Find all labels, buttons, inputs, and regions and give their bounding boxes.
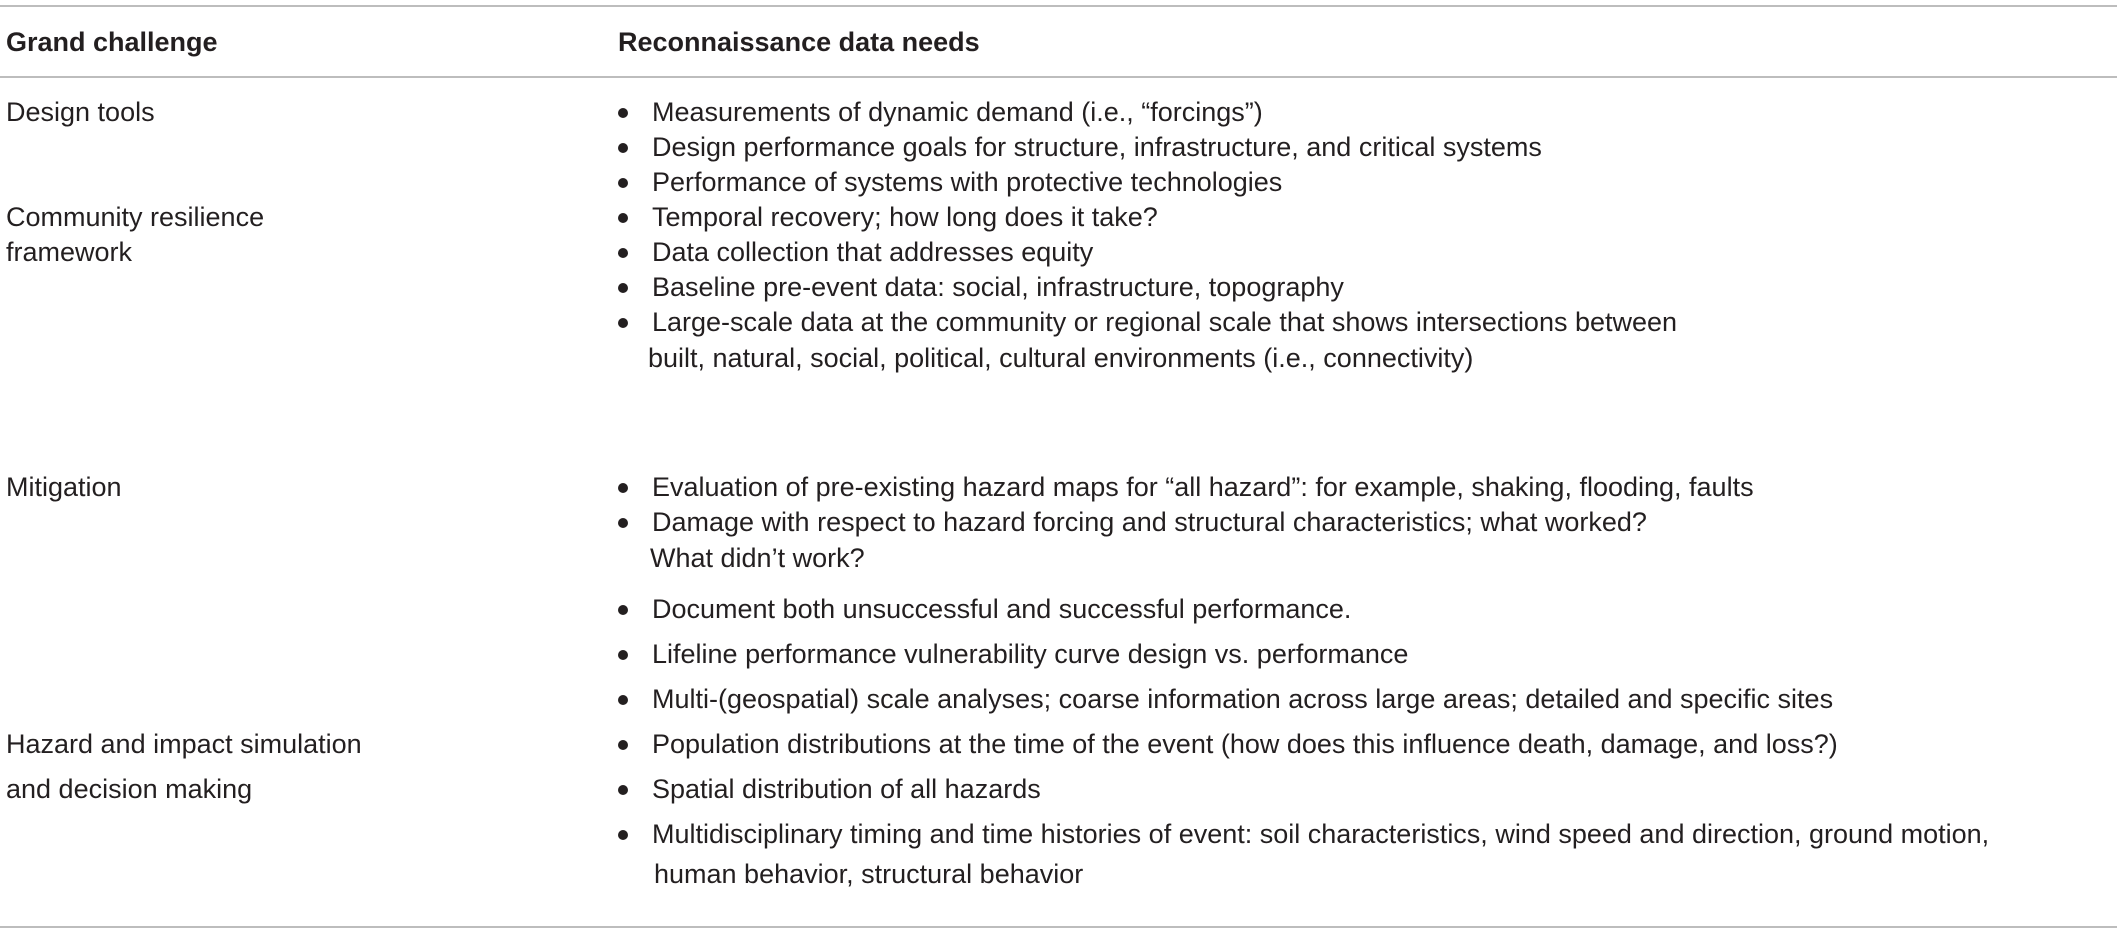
challenge-hazard-impact-simulation-cont: and decision making	[6, 774, 253, 804]
header-grand-challenge: Grand challenge	[6, 27, 218, 57]
need-text: Large-scale data at the community or regional scale that shows intersections between	[652, 307, 1678, 337]
bullet-icon	[618, 318, 628, 328]
challenge-community-resilience-cont: framework	[6, 237, 133, 267]
need-text: Data collection that addresses equity	[652, 237, 1094, 267]
need-text: Measurements of dynamic demand (i.e., “forcings”)	[652, 97, 1263, 127]
bullet-icon	[618, 650, 628, 660]
need-text-continued: human behavior, structural behavior	[654, 859, 1084, 889]
need-text: Spatial distribution of all hazards	[652, 774, 1041, 804]
challenge-mitigation: Mitigation	[6, 472, 122, 502]
header-rule	[0, 76, 2117, 78]
bullet-icon	[618, 248, 628, 258]
need-text: Damage with respect to hazard forcing and structural characteristics; what worked?	[652, 507, 1647, 537]
need-text: Performance of systems with protective technologies	[652, 167, 1283, 197]
bullet-icon	[618, 283, 628, 293]
bullet-icon	[618, 605, 628, 615]
need-text: Population distributions at the time of the event (how does this influence death, damage, and loss?)	[652, 729, 1838, 759]
bullet-icon	[618, 483, 628, 493]
need-text: Lifeline performance vulnerability curve design vs. performance	[652, 639, 1409, 669]
need-text: Multidisciplinary timing and time histories of event: soil characteristics, wind speed and direction, ground motion,	[652, 819, 1990, 849]
top-rule	[0, 5, 2117, 7]
bullet-icon	[618, 785, 628, 795]
need-text: Evaluation of pre-existing hazard maps for “all hazard”: for example, shaking, flooding, faults	[652, 472, 1754, 502]
need-text: Design performance goals for structure, infrastructure, and critical systems	[652, 132, 1542, 162]
bullet-icon	[618, 143, 628, 153]
bullet-icon	[618, 740, 628, 750]
bullet-icon	[618, 213, 628, 223]
bullet-icon	[618, 695, 628, 705]
bullet-icon	[618, 178, 628, 188]
challenge-community-resilience: Community resilience	[6, 202, 265, 232]
need-text-continued: built, natural, social, political, cultural environments (i.e., connectivity)	[648, 343, 1474, 373]
bullet-icon	[618, 518, 628, 528]
bullet-icon	[618, 108, 628, 118]
need-text: Document both unsuccessful and successful performance.	[652, 594, 1352, 624]
bottom-rule	[0, 926, 2117, 928]
need-text: Temporal recovery; how long does it take?	[652, 202, 1158, 232]
need-text-continued: What didn’t work?	[650, 543, 865, 573]
need-text: Baseline pre-event data: social, infrastructure, topography	[652, 272, 1344, 302]
bullet-icon	[618, 830, 628, 840]
header-reconnaissance-data-needs: Reconnaissance data needs	[618, 27, 980, 57]
need-text: Multi-(geospatial) scale analyses; coarse information across large areas; detailed and specific sites	[652, 684, 1834, 714]
challenge-hazard-impact-simulation: Hazard and impact simulation	[6, 729, 362, 759]
challenge-design-tools: Design tools	[6, 97, 155, 127]
